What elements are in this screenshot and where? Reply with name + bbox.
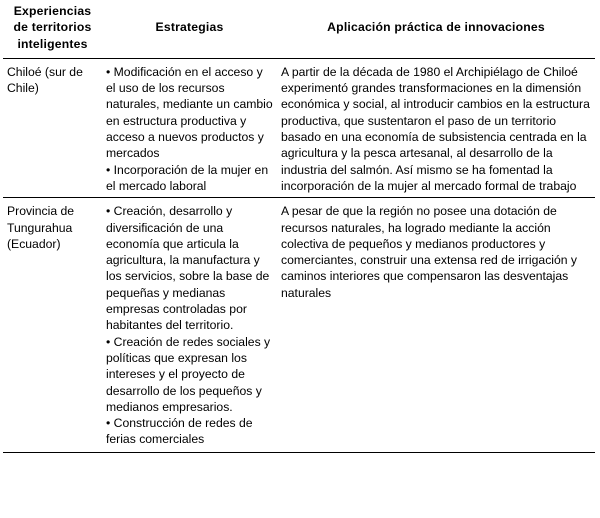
table-row-tungurahua <box>3 198 595 452</box>
cell-application <box>277 198 595 452</box>
cell-strategies <box>102 198 277 452</box>
table <box>3 2 595 453</box>
application-text: A pesar de que la región no posee una dotación de recursos naturales, ha logrado mediante la acción colectiva de pequeños y medianos productores y comerciantes, construir una extensa red de irrigación y caminos interiores que compensaron las desventajas naturales <box>281 204 578 300</box>
application-text: A partir de la década de 1980 el Archipiélago de Chiloé experimentó grandes transformaciones en la dimensión económica y social, al introducir cambios en la estructura productiva, que sustentaron el paso de un territorio basado en una economía de subsistencia centrada en la agricultura y la pesca artesanal, al desarrollo de la industria del salmón. Así mismo se ha fomentad la incorporación de la mujer al mercado formal de trabajo <box>281 64 590 193</box>
header-estrategias: Estrategias <box>102 2 277 58</box>
cell-strategies <box>102 58 277 197</box>
innovation-table <box>3 2 595 453</box>
strategy-bullet: • Creación, desarrollo y diversificación de una economía que articula la agricultura, la manufactura y los servicios, sobre la base de pequeñas y medianas empresas controladas por habitantes del territorio. <box>106 204 270 333</box>
strategy-bullet: • Modificación en el acceso y el uso de los recursos naturales, mediante un cambio en estructura productiva y acceso a nuevos productos y mercados <box>106 64 273 161</box>
strategy-bullet: • Incorporación de la mujer en el mercado laboral <box>106 162 269 193</box>
header-experiencias: Experiencias de territorios inteligentes <box>3 2 102 58</box>
strategy-bullet: • Creación de redes sociales y políticas que expresan los intereses y el proyecto de desarrollo de los pequeños y medianos empresarios. <box>106 334 271 414</box>
cell-territory: Chiloé (sur de Chile) <box>3 58 102 197</box>
table-body <box>3 58 595 452</box>
table-header <box>3 2 595 58</box>
table-row-chiloe <box>3 58 595 197</box>
strategy-bullet: • Construcción de redes de ferias comerciales <box>106 416 253 447</box>
header-aplicacion: Aplicación práctica de innovaciones <box>277 2 595 58</box>
cell-territory: Provincia de Tungurahua (Ecuador) <box>3 198 102 452</box>
header-row <box>3 2 595 58</box>
cell-application <box>277 58 595 197</box>
